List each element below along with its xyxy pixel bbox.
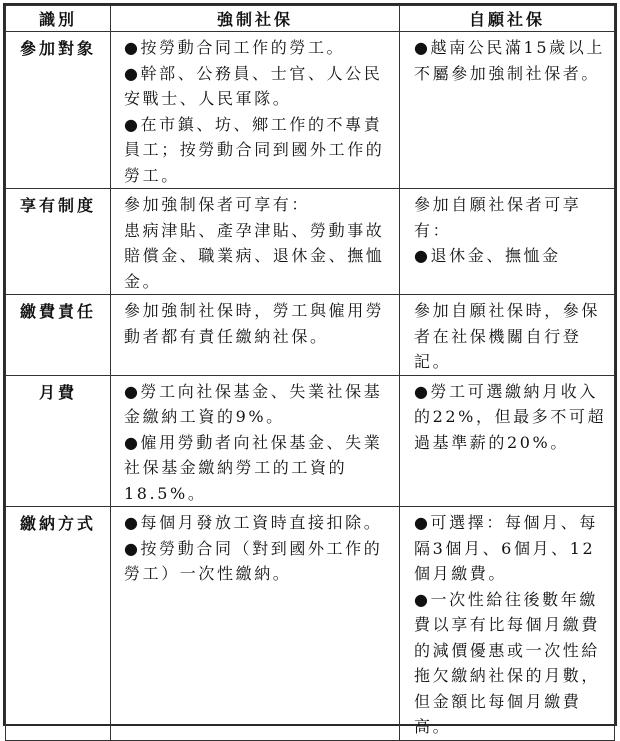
row-label: 月費 (6, 375, 111, 507)
bullet-item: ●退休金、撫恤金 (414, 246, 561, 265)
bullet-item: ●一次性給往後數年繳費以享有比每個月繳費的減價優惠或一次性給拖欠繳納社保的月數，但金額比每個月繳費高。 (414, 589, 601, 736)
bullet-item: ●在市鎮、坊、鄉工作的不專責員工；按勞動合同到國外工作的勞工。 (124, 114, 385, 185)
text-item: 參加自願社保者可享有： (414, 195, 582, 240)
text-item: 參加強制保者可享有： (124, 195, 311, 214)
compulsory-cell (111, 375, 400, 507)
table-row-monthly-fee (6, 375, 615, 507)
compulsory-cell (111, 295, 400, 376)
voluntary-cell (400, 375, 615, 507)
header-row (6, 6, 615, 32)
table-row-benefits (6, 189, 615, 295)
bullet-item: ●每個月發放工資時直接扣除。 (124, 513, 383, 532)
table-row-payment-responsibility (6, 295, 615, 376)
row-label: 參加對象 (6, 32, 111, 189)
bullet-item: ●勞工向社保基金、失業社保基金繳納工資的9%。 (124, 381, 383, 426)
compulsory-cell (111, 507, 400, 741)
text-item: 參加強制社保時，勞工與僱用勞動者都有責任繳納社保。 (124, 301, 385, 346)
voluntary-cell (400, 189, 615, 295)
row-label: 享有制度 (6, 189, 111, 295)
compulsory-cell (111, 189, 400, 295)
bullet-item: ●可選擇：每個月、每隔3個月、6個月、12個月繳費。 (414, 513, 598, 583)
social-insurance-comparison-document (3, 3, 617, 736)
row-label: 繳納方式 (6, 507, 111, 741)
bullet-item: ●僱用勞動者向社保基金、失業社保基金繳納勞工的工資的18.5%。 (124, 432, 383, 503)
text-item: 患病津貼、產孕津貼、勞動事故賠償金、職業病、退休金、撫恤金。 (124, 220, 385, 291)
header-voluntary: 自願社保 (400, 6, 615, 32)
bullet-item: ●按勞動合同（對到國外工作的勞工）一次性繳納。 (124, 538, 383, 583)
text-item: 參加自願社保時，參保者在社保機關自行登記。 (414, 301, 601, 371)
bullet-item: ●越南公民滿15歲以上不屬參加強制社保者。 (414, 38, 605, 83)
bullet-item: ●幹部、公務員、士官、人公民安戰士、人民軍隊。 (124, 63, 383, 108)
header-category: 識別 (6, 6, 111, 32)
header-compulsory: 強制社保 (111, 6, 400, 32)
comparison-table (5, 5, 615, 741)
bullet-item: ●勞工可選繳納月收入的22%，但最多不可超過基準薪的20%。 (414, 381, 607, 452)
table-row-participants (6, 32, 615, 189)
voluntary-cell (400, 32, 615, 189)
voluntary-cell (400, 295, 615, 376)
row-label: 繳費責任 (6, 295, 111, 376)
table-row-payment-method (6, 507, 615, 741)
compulsory-cell (111, 32, 400, 189)
voluntary-cell (400, 507, 615, 741)
bullet-item: ●按勞動合同工作的勞工。 (124, 38, 346, 57)
